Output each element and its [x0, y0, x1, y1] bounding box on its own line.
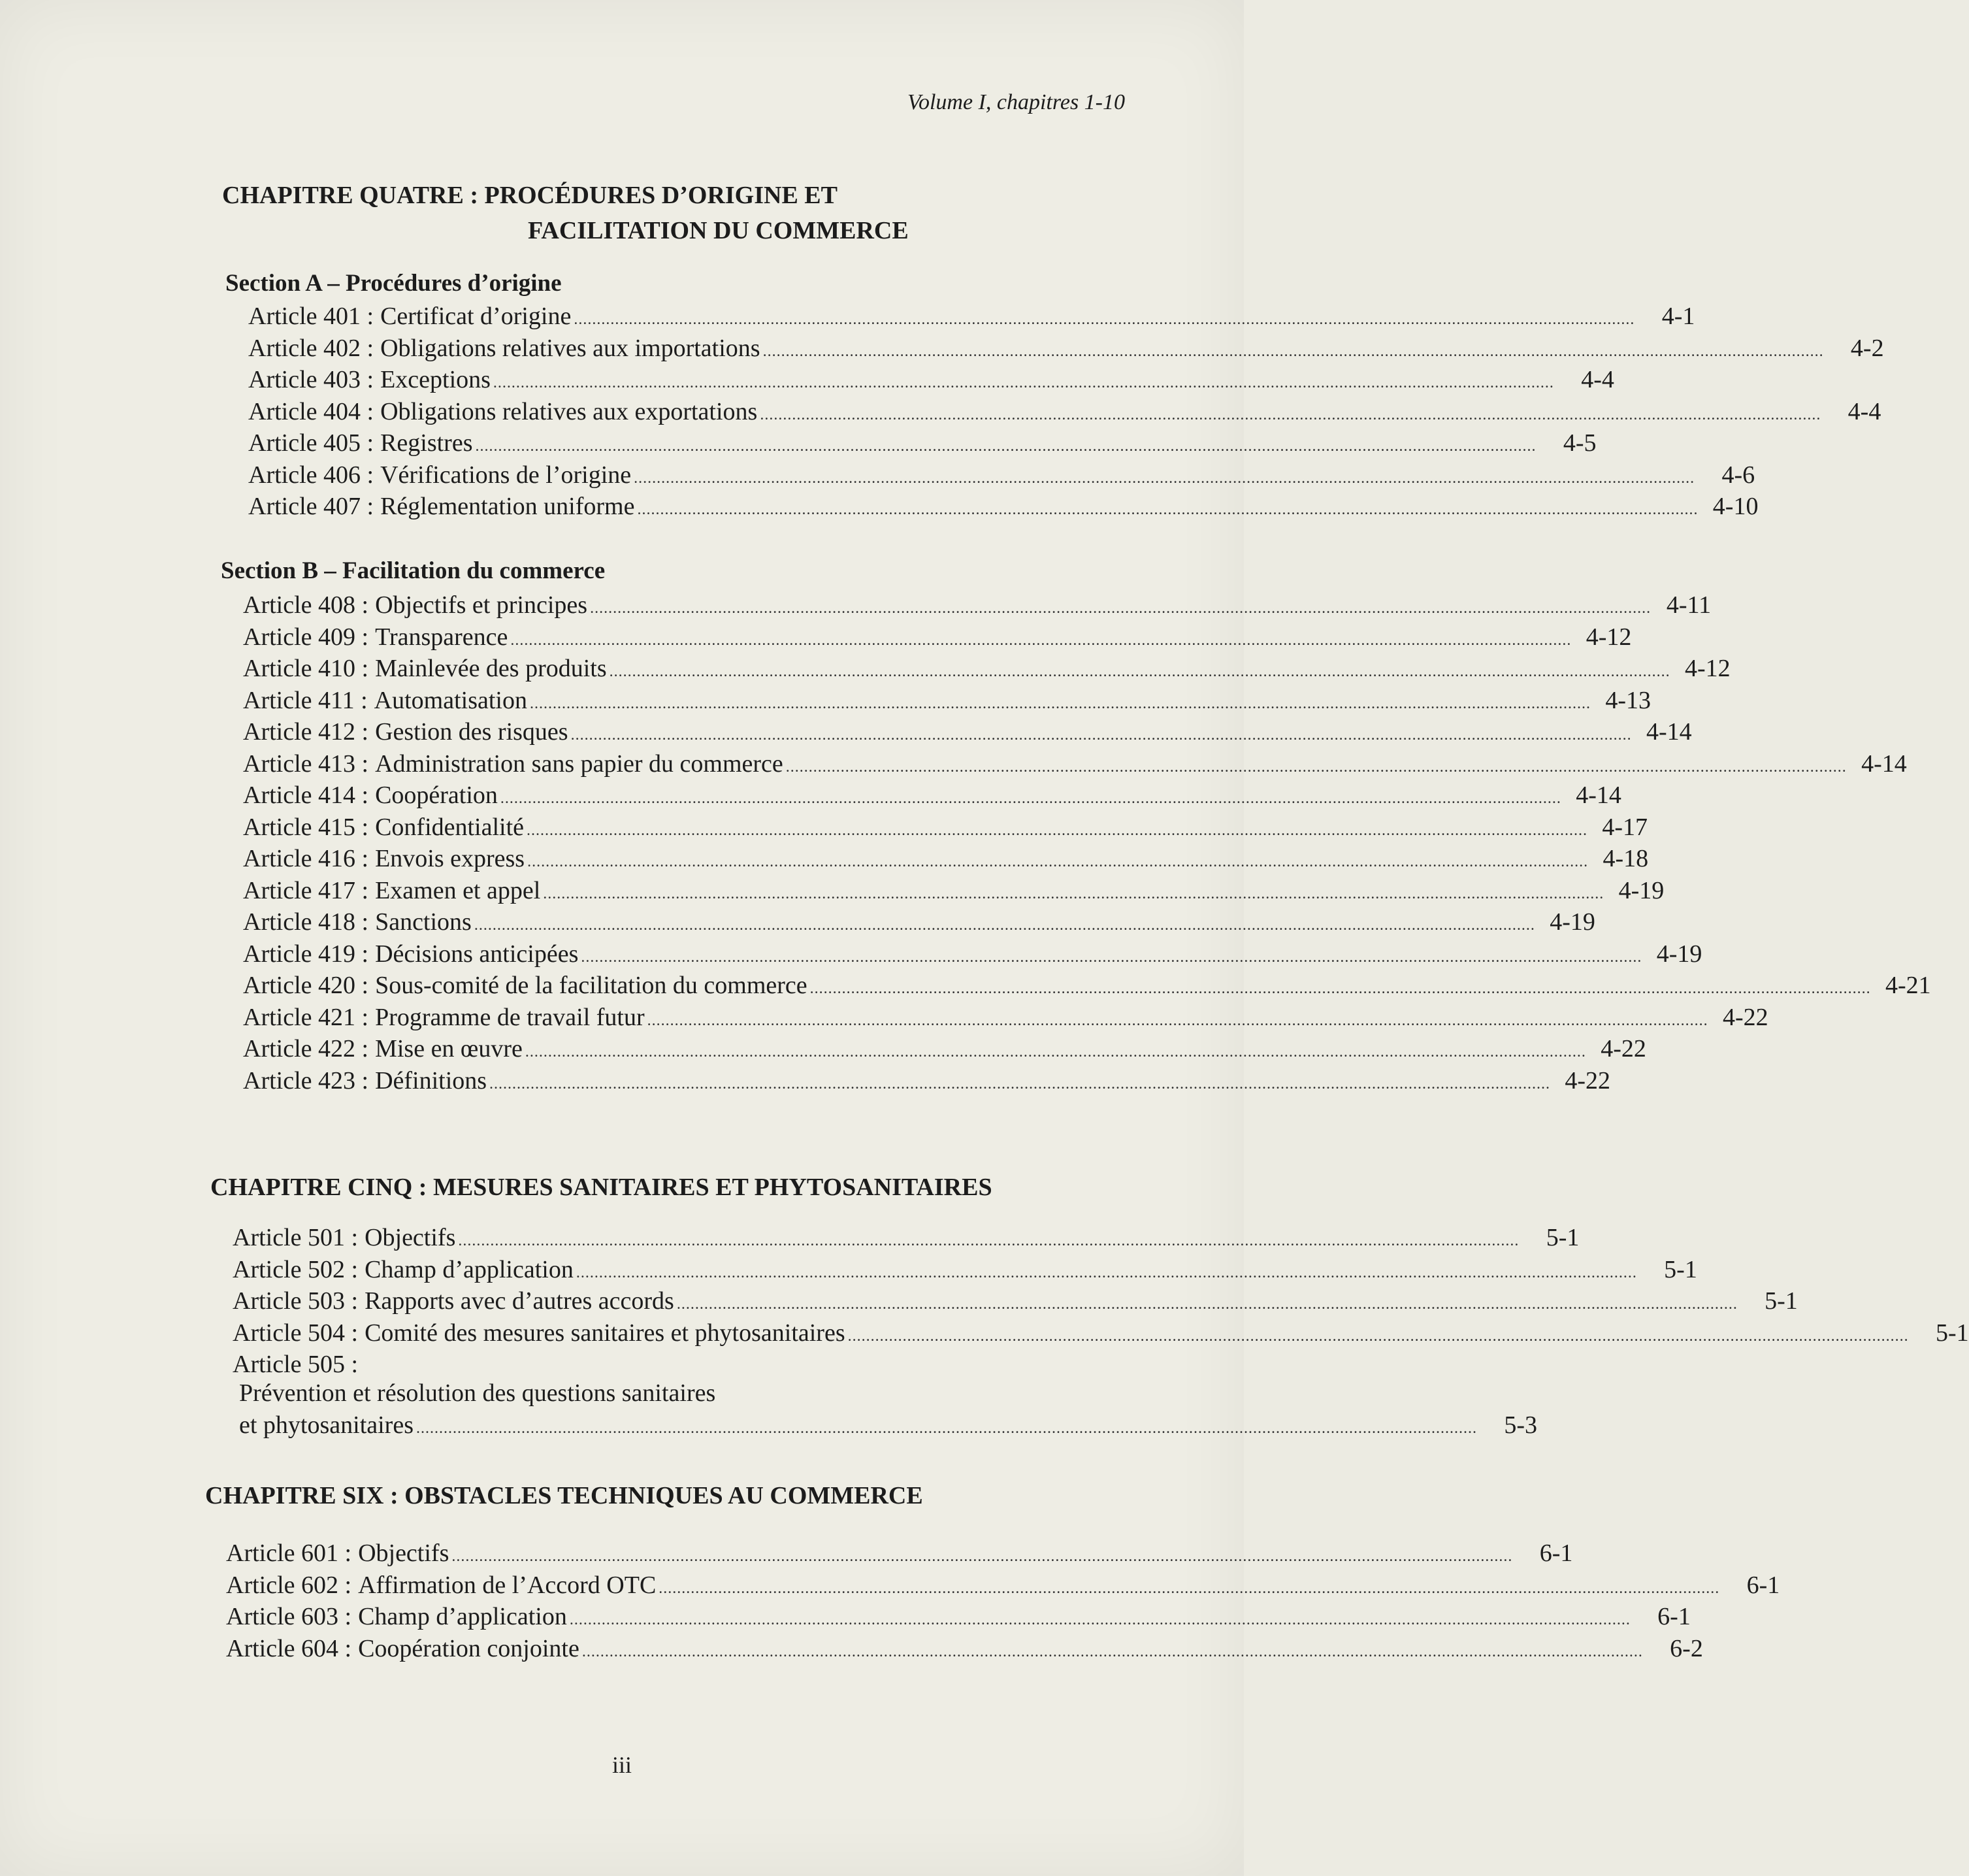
leader-dots [416, 1420, 1477, 1438]
leader-dots [476, 438, 1537, 455]
page-reference: 5-1 [1765, 1287, 1798, 1315]
leader-dots [659, 1580, 1719, 1598]
article-title: Comité des mesures sanitaires et phytosanitaires [365, 1319, 845, 1347]
article-number: Article 409 : [243, 623, 369, 651]
page-reference: 4-19 [1656, 940, 1702, 968]
article-number: Article 415 : [243, 813, 369, 841]
leader-dots [610, 663, 1670, 681]
page-reference: 4-22 [1601, 1035, 1646, 1062]
toc-entry[interactable] [233, 1255, 1697, 1287]
article-title: Décisions anticipées [375, 940, 579, 968]
article-title: Gestion des risques [375, 718, 568, 746]
chapter-6-title: CHAPITRE SIX : OBSTACLES TECHNIQUES AU COMMERCE [205, 1482, 923, 1509]
page-reference: 4-14 [1576, 782, 1621, 809]
article-title: Registres [380, 429, 473, 457]
article-number: Article 422 : [243, 1035, 369, 1062]
article-number: Article 404 : [248, 397, 374, 425]
page-reference: 4-22 [1723, 1003, 1768, 1031]
leader-dots [590, 600, 1651, 617]
article-number: Article 602 : [226, 1571, 352, 1599]
toc-entry[interactable] [248, 429, 1597, 461]
page-reference: 5-1 [1546, 1224, 1580, 1251]
article-title: Sanctions [375, 908, 472, 936]
leader-dots [510, 632, 1571, 650]
article-number: Article 502 : [233, 1255, 359, 1283]
toc-entry[interactable] [248, 492, 1759, 524]
toc-entry[interactable] [243, 591, 1712, 623]
leader-dots [576, 1264, 1637, 1282]
article-title: Objectifs et principes [375, 591, 588, 619]
article-title: Obligations relatives aux exportations [380, 397, 758, 425]
article-title: Exceptions [380, 366, 491, 393]
page-reference: 4-12 [1586, 623, 1632, 651]
toc-entry[interactable] [226, 1571, 1780, 1603]
article-number: Article 504 : [233, 1319, 359, 1347]
article-number: Article 501 : [233, 1224, 359, 1251]
toc-entry[interactable] [243, 844, 1649, 876]
article-number: Article 601 : [226, 1539, 352, 1567]
toc-entry[interactable] [226, 1602, 1691, 1634]
article-title: Champ d’application [365, 1255, 574, 1283]
page-reference: 5-1 [1664, 1255, 1697, 1283]
leader-dots [810, 980, 1871, 998]
page-reference: 4-13 [1605, 686, 1651, 714]
toc-entry[interactable] [233, 1223, 1580, 1255]
page-reference: 5-3 [1504, 1411, 1537, 1439]
leader-dots [763, 343, 1824, 361]
toc-entry[interactable] [243, 717, 1692, 749]
toc-entry[interactable] [243, 971, 1931, 1003]
toc-entry[interactable] [243, 940, 1702, 972]
leader-dots [647, 1012, 1708, 1030]
leader-dots [458, 1232, 1519, 1250]
page-reference: 6-1 [1746, 1571, 1780, 1599]
article-title: Transparence [375, 623, 508, 651]
chapter-4-title-line1: CHAPITRE QUATRE : PROCÉDURES D’ORIGINE ET [222, 182, 838, 209]
page-reference: 4-19 [1550, 908, 1595, 936]
article-number: Article 403 : [248, 366, 374, 393]
article-number: Article 401 : [248, 303, 374, 330]
toc-entry[interactable] [248, 461, 1755, 493]
page-reference: 4-6 [1721, 461, 1755, 489]
toc-entry[interactable] [226, 1539, 1573, 1571]
article-title: Objectifs [358, 1539, 449, 1567]
toc-entry[interactable] [248, 365, 1614, 397]
leader-dots [493, 374, 1554, 392]
article-title: Examen et appel [375, 876, 541, 904]
page-reference: 4-17 [1602, 813, 1648, 841]
page-reference: 4-18 [1603, 845, 1649, 872]
article-title: Définitions [375, 1066, 487, 1094]
toc-entry[interactable] [243, 781, 1621, 813]
toc-entry[interactable] [243, 1034, 1646, 1066]
article-title: Champ d’application [358, 1603, 567, 1630]
page-reference: 4-1 [1661, 303, 1695, 330]
leader-dots [527, 853, 1588, 871]
leader-dots [530, 695, 1591, 713]
page-reference: 6-1 [1539, 1539, 1573, 1567]
section-a-title: Section A – Procédures d’origine [225, 270, 562, 297]
toc-entry[interactable] [226, 1634, 1703, 1666]
article-number: Article 411 : [243, 686, 368, 714]
article-title: Envois express [375, 845, 525, 872]
section-b-title: Section B – Facilitation du commerce [221, 557, 606, 584]
leader-dots [571, 727, 1632, 744]
page-reference: 6-2 [1670, 1634, 1703, 1662]
article-title: Obligations relatives aux importations [380, 334, 760, 362]
article-title: Affirmation de l’Accord OTC [358, 1571, 657, 1599]
toc-entry[interactable] [243, 1066, 1611, 1098]
chapter-5-list [233, 1223, 1969, 1350]
page-reference: 4-10 [1712, 493, 1759, 520]
article-number: Article 419 : [243, 940, 369, 968]
article-title: Programme de travail futur [375, 1003, 645, 1031]
page-reference: 4-22 [1565, 1066, 1611, 1094]
leader-dots [527, 822, 1587, 840]
article-title: Automatisation [374, 686, 527, 714]
toc-entry[interactable] [248, 397, 1881, 429]
article-number: Article 421 : [243, 1003, 369, 1031]
page-reference: 4-19 [1618, 876, 1665, 904]
section-a-list [248, 302, 1884, 524]
page-reference: 4-14 [1646, 718, 1692, 746]
page-reference: 4-11 [1666, 591, 1712, 619]
leader-dots [574, 311, 1635, 329]
article-number: Article 505 : [233, 1351, 359, 1378]
toc-entry[interactable] [233, 1287, 1798, 1319]
article-number: Article 405 : [248, 429, 374, 457]
article-number: Article 413 : [243, 749, 369, 778]
leader-dots [581, 949, 1642, 966]
article-title: Mainlevée des produits [375, 655, 607, 682]
toc-entry[interactable] [243, 1003, 1768, 1035]
article-title: Réglementation uniforme [380, 493, 635, 520]
toc-entry[interactable] [233, 1350, 1537, 1442]
article-title: Vérifications de l’origine [380, 461, 632, 489]
toc-entry[interactable] [243, 686, 1651, 718]
toc-entry[interactable] [248, 302, 1695, 334]
article-title: Certificat d’origine [380, 303, 572, 330]
article-title: Sous-comité de la facilitation du commerce [375, 972, 807, 999]
toc-entry[interactable] [233, 1319, 1969, 1351]
leader-dots [570, 1611, 1631, 1629]
article-title: Mise en œuvre [375, 1035, 523, 1062]
article-number: Article 503 : [233, 1287, 359, 1315]
page-reference: 4-4 [1847, 397, 1881, 425]
article-number: Article 402 : [248, 334, 374, 362]
toc-entry[interactable] [243, 813, 1648, 845]
chapter-5-list-505 [233, 1350, 1537, 1442]
chapter-4-title-line2: FACILITATION DU COMMERCE [528, 217, 909, 244]
leader-dots [760, 406, 1821, 424]
page-number: iii [611, 1752, 632, 1778]
article-number: Article 416 : [243, 845, 369, 872]
toc-entry[interactable] [243, 749, 1907, 782]
page-reference: 4-2 [1850, 334, 1884, 362]
toc-entry[interactable] [243, 654, 1731, 686]
leader-dots [500, 790, 1561, 808]
article-title: Administration sans papier du commerce [375, 749, 783, 778]
article-number: Article 423 : [243, 1066, 369, 1094]
chapter-5-title: CHAPITRE CINQ : MESURES SANITAIRES ET PHYTOSANITAIRES [210, 1174, 992, 1201]
page-reference: 4-14 [1861, 749, 1907, 778]
article-number: Article 408 : [243, 591, 369, 619]
chapter-6-list [226, 1539, 1780, 1666]
toc-entry[interactable] [243, 623, 1632, 655]
leader-dots [489, 1076, 1550, 1093]
article-number: Article 410 : [243, 655, 369, 682]
article-number: Article 604 : [226, 1634, 352, 1662]
leader-dots [582, 1643, 1643, 1661]
article-number: Article 603 : [226, 1603, 352, 1630]
article-title-line1: Prévention et résolution des questions sanitaires [239, 1379, 716, 1407]
page-reference: 5-1 [1935, 1319, 1969, 1347]
page-reference: 4-4 [1581, 366, 1614, 393]
leader-dots [451, 1548, 1512, 1566]
article-number: Article 406 : [248, 461, 374, 489]
article-number: Article 407 : [248, 493, 374, 520]
section-b-list [243, 591, 1931, 1098]
running-header: Volume I, chapitres 1-10 [907, 90, 1125, 114]
toc-entry[interactable] [243, 876, 1665, 908]
leader-dots [634, 470, 1695, 487]
toc-entry[interactable] [243, 908, 1595, 940]
toc-entry[interactable] [248, 334, 1884, 366]
article-number: Article 417 : [243, 876, 369, 904]
article-title: Coopération [375, 782, 498, 809]
page-reference: 4-12 [1685, 655, 1731, 682]
article-number: Article 414 : [243, 782, 369, 809]
page-reference: 6-1 [1657, 1603, 1691, 1630]
page-reference: 4-5 [1563, 429, 1597, 457]
leader-dots [637, 501, 1698, 519]
article-title-line2: et phytosanitaires [239, 1411, 414, 1439]
article-title: Coopération conjointe [358, 1634, 579, 1662]
leader-dots [786, 759, 1847, 776]
article-number: Article 420 : [243, 972, 369, 999]
article-title: Confidentialité [375, 813, 525, 841]
article-title: Rapports avec d’autres accords [365, 1287, 674, 1315]
leader-dots [543, 885, 1604, 903]
leader-dots [677, 1296, 1738, 1313]
article-number: Article 418 : [243, 908, 369, 936]
article-number: Article 412 : [243, 718, 369, 746]
leader-dots [474, 917, 1535, 934]
chapter-4-title [222, 178, 1032, 248]
leader-dots [525, 1044, 1586, 1061]
leader-dots [848, 1328, 1909, 1345]
page-reference: 4-21 [1885, 972, 1931, 999]
article-title: Objectifs [365, 1224, 456, 1251]
